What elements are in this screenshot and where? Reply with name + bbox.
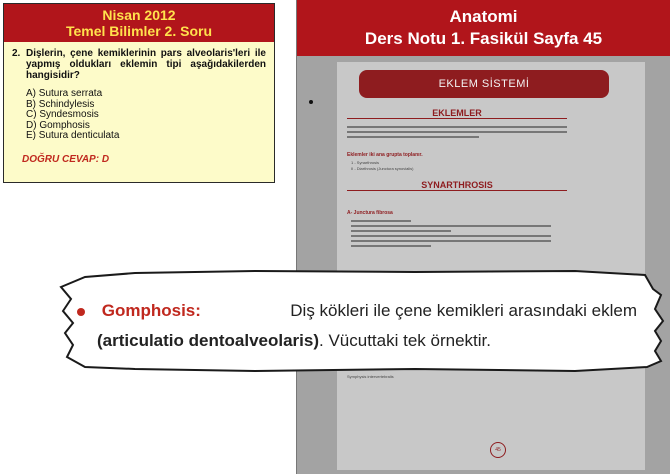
section-title: EKLEM SİSTEMİ <box>359 70 609 98</box>
gomphosis-note: . Vücuttaki tek örnektir. <box>319 331 491 350</box>
question-number: 2. <box>12 48 21 59</box>
groups-heading: Eklemler iki ana grupta toplanır. <box>347 152 423 158</box>
latin-term: (articulatio dentoalveolaris) <box>97 331 319 350</box>
book-page <box>296 0 670 474</box>
option-d: D) Gomphosis <box>26 119 90 131</box>
list-item: Symphysis intervertebralis <box>347 374 394 379</box>
page-number: 45 <box>490 442 506 458</box>
option-e: E) Sutura denticulata <box>26 130 120 141</box>
question-card <box>3 3 275 183</box>
options-list <box>26 89 266 142</box>
exam-section: Temel Bilimler 2. Soru <box>65 23 212 39</box>
callout-content <box>77 296 637 356</box>
option-c: C) Syndesmosis <box>26 109 99 120</box>
body-text-lines <box>347 126 567 138</box>
gomphosis-definition: Diş kökleri ile çene kemikleri arasındaki eklem <box>290 301 637 320</box>
list-item: 1 - Synarthrosis <box>351 160 380 165</box>
correct-answer: DOĞRU CEVAP: D <box>22 153 110 165</box>
option-a: A) Sutura serrata <box>26 88 103 99</box>
gomphosis-term: Gomphosis: <box>101 301 201 320</box>
junctura-heading: A- Junctura fibrosa <box>347 210 393 216</box>
question-stem: Dişlerin, çene kemiklerinin pars alveolaris'leri ile yapmış oldukları eklemin tipi aşağıdakilerden hangisidir? <box>26 48 266 81</box>
book-subject: Anatomi <box>449 7 518 26</box>
question-card-header <box>4 4 274 42</box>
exam-date: Nisan 2012 <box>102 7 176 23</box>
book-page-header <box>297 0 670 56</box>
list-item: II - Diarthrosis (Junctura synovialis) <box>351 166 414 171</box>
heading-synarthrosis: SYNARTHROSIS <box>347 180 567 191</box>
bullet-icon <box>309 100 313 104</box>
bullet-icon <box>77 308 85 316</box>
heading-eklemler: EKLEMLER <box>347 108 567 119</box>
body-text-lines-2 <box>351 220 551 247</box>
option-b: B) Schindylesis <box>26 98 95 110</box>
book-reference: Ders Notu 1. Fasikül Sayfa 45 <box>364 29 603 48</box>
